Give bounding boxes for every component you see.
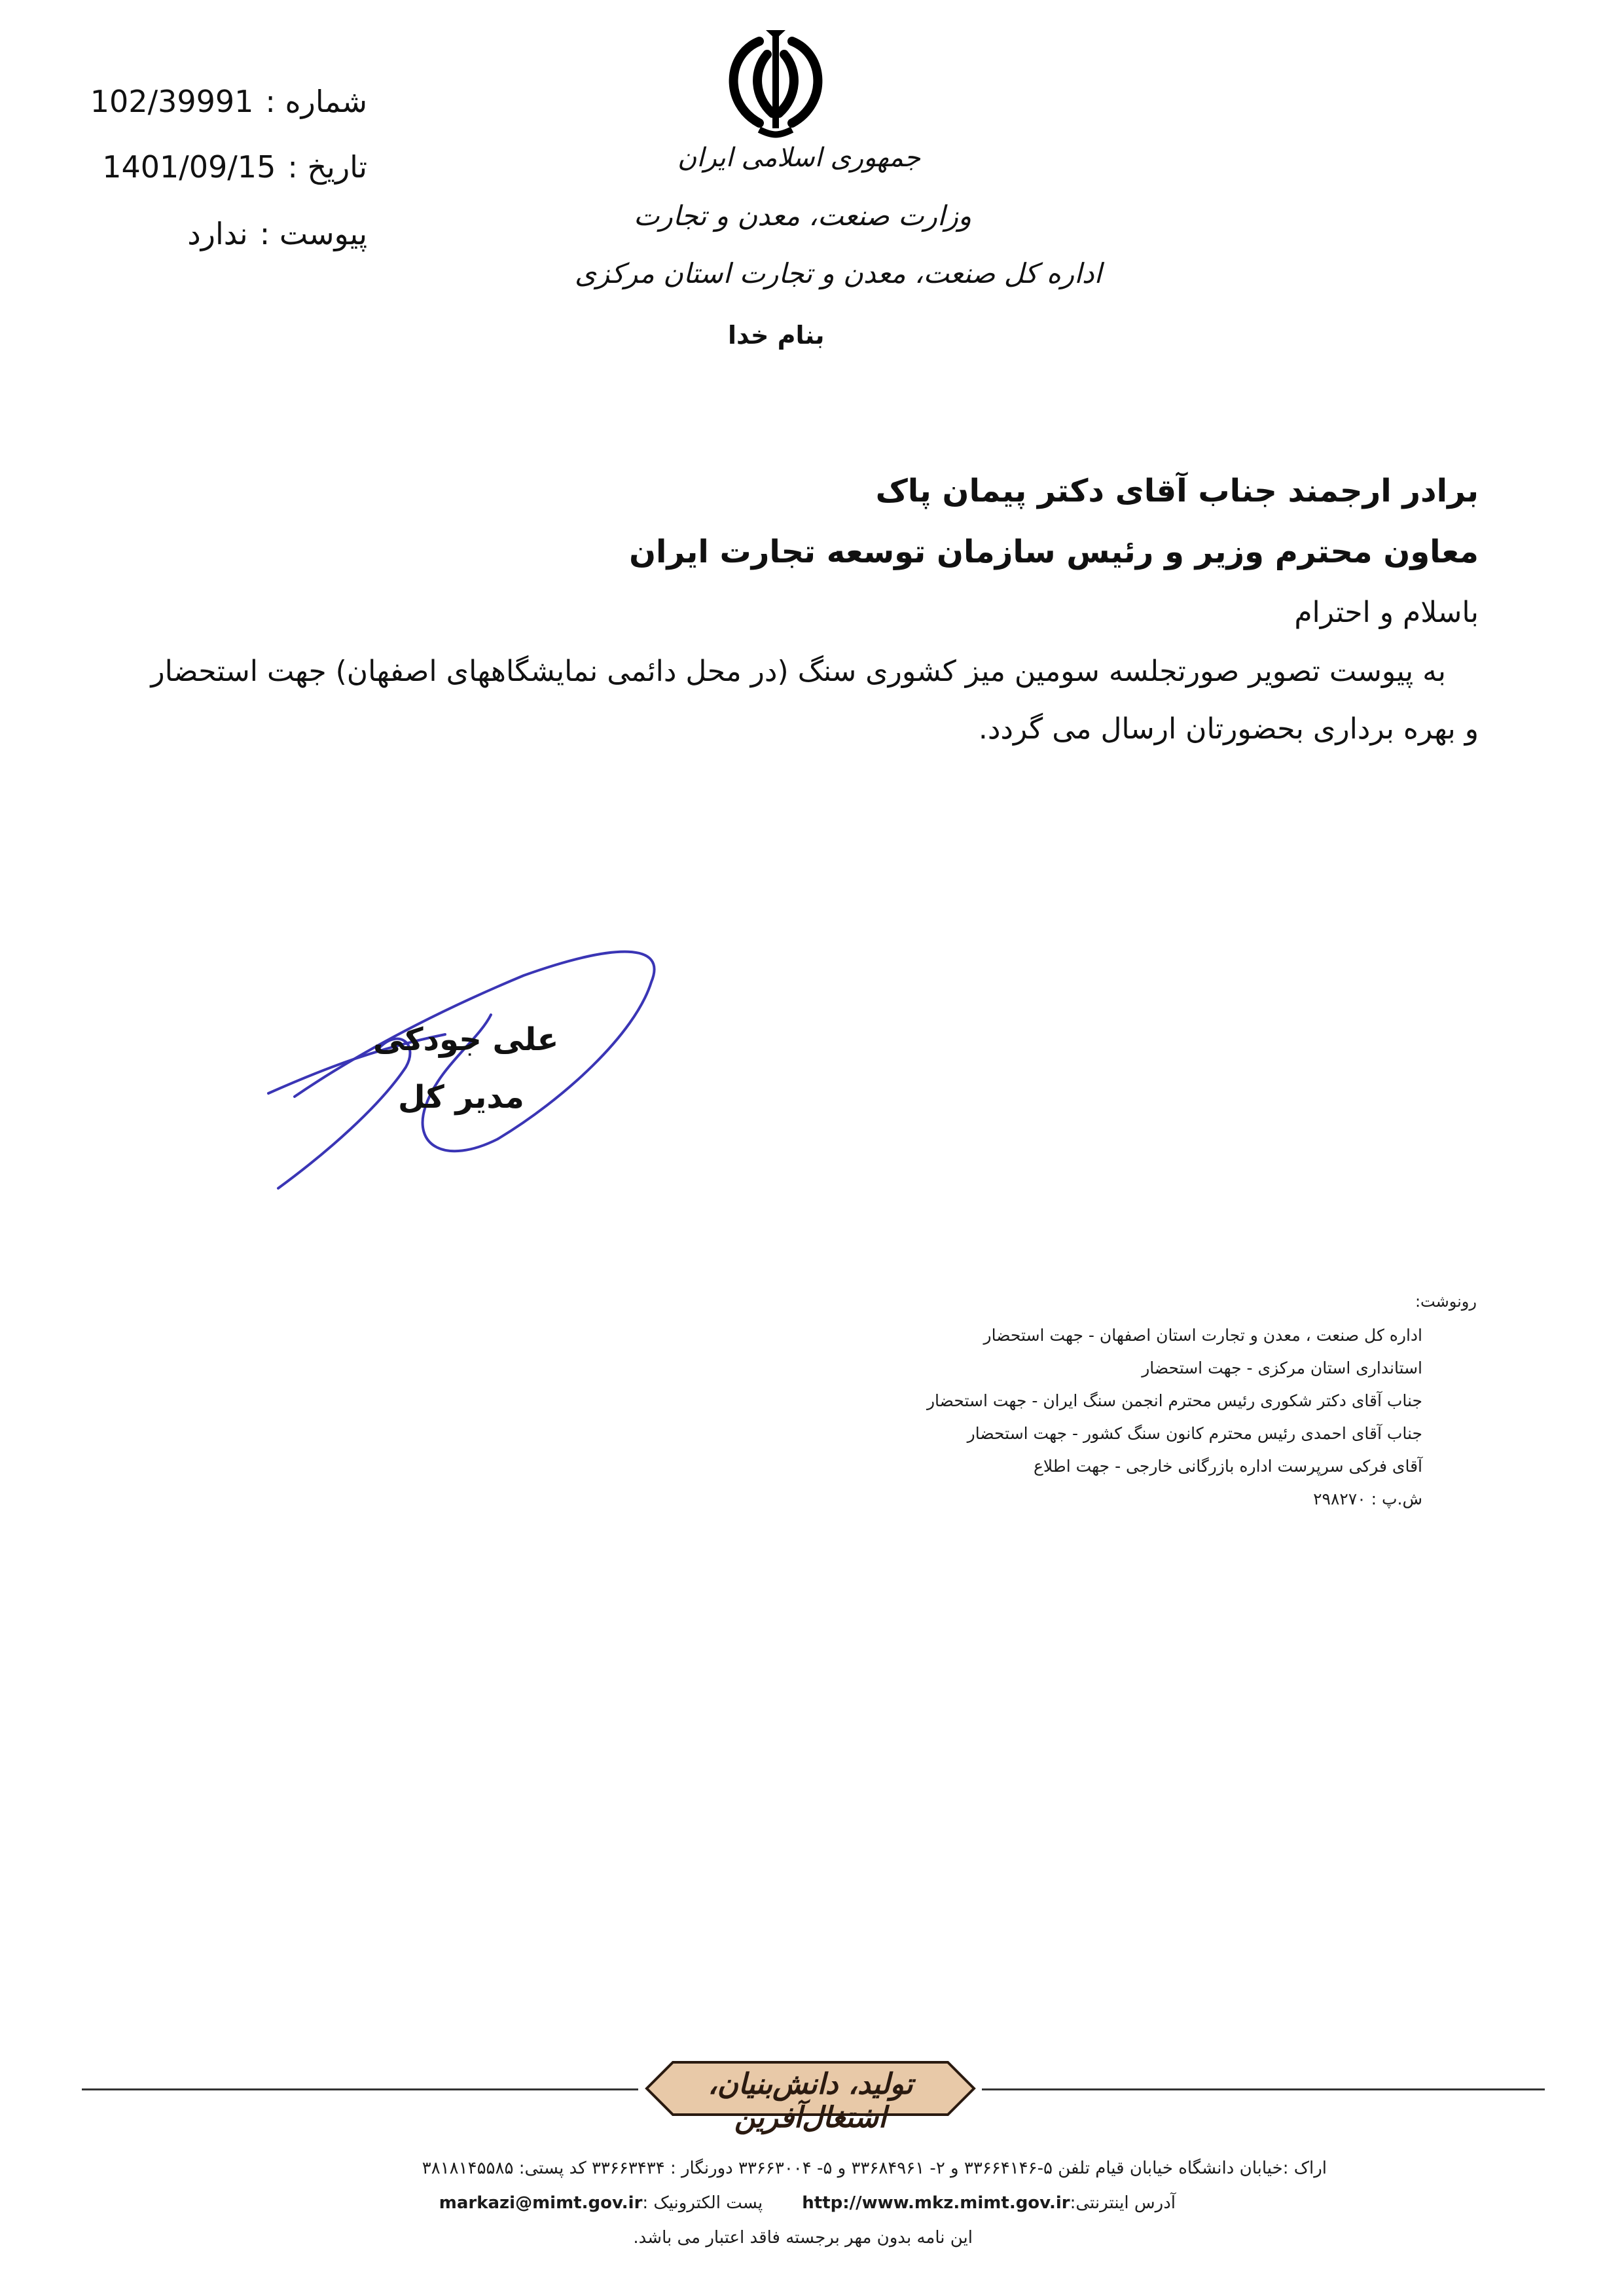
cc-item: جناب آقای احمدی رئیس محترم کانون سنگ کشور - جهت استحضار [967,1424,1422,1443]
recipient-line-1: برادر ارجمند جناب آقای دکتر پیمان پاک [875,473,1479,509]
cc-tracking-number: ش.پ : ۲۹۸۲۷۰ [1313,1489,1422,1508]
letter-date [102,149,367,185]
letter-date-value: 1401/09/15 [102,149,276,185]
cc-item: آقای فرکی سرپرست اداره بازرگانی خارجی - جهت اطلاع [1033,1457,1422,1476]
footer-note: این نامه بدون مهر برجسته فاقد اعتبار می باشد. [633,2228,973,2248]
footer-contacts [439,2193,1176,2213]
letter-attachment-label: پیوست : [259,216,367,251]
footer-divider-left [82,2088,638,2090]
letterhead-directorate: اداره کل صنعت، معدن و تجارت استان مرکزی [575,257,1102,289]
letter-date-label: تاریخ : [287,149,367,185]
footer-email-link[interactable]: markazi@mimt.gov.ir [439,2193,643,2213]
footer-address: اراک :خیابان دانشگاه خیابان قیام تلفن ۵-۳۳۶۶۴۱۴۶ و ۲- ۳۳۶۸۴۹۶۱ و ۵- ۳۳۶۶۳۰۰۴ دورنگار : ۳۳۶۶۳۴۳۴ کد پستی: ۳۸۱۸۱۴۵۵۸۵ [422,2159,1327,2178]
greeting: باسلام و احترام [1294,596,1479,629]
letter-attachment [187,216,367,251]
footer-slogan-banner [634,2056,987,2134]
footer-email-label: پست الکترونیک : [642,2193,763,2213]
signatory-name: علی جودکی [373,1021,559,1058]
iran-emblem-icon [713,25,838,143]
letter-number-label: شماره : [265,84,367,119]
footer-web-label: آدرس اینترنتی: [1070,2193,1176,2213]
footer-web-link[interactable]: http://www.mkz.mimt.gov.ir [802,2193,1070,2213]
letter-attachment-value: ندارد [187,216,248,251]
cc-title: رونوشت: [1415,1292,1477,1311]
body-line-2: و بهره برداری بحضورتان ارسال می گردد. [978,712,1479,746]
cc-item: اداره کل صنعت ، معدن و تجارت استان اصفهان - جهت استحضار [983,1326,1422,1345]
letterhead-republic: جمهوری اسلامی ایران [677,143,921,173]
letter-number [90,84,367,119]
letter-number-value: 102/39991 [90,84,254,119]
signatory-title: مدیر کل [398,1079,524,1116]
footer-divider-right [982,2088,1545,2090]
cc-item: جناب آقای دکتر شکوری رئیس محترم انجمن سنگ ایران - جهت استحضار [926,1391,1422,1410]
cc-item: استانداری استان مرکزی - جهت استحضار [1142,1358,1422,1377]
signature-scribble-icon [249,930,681,1205]
bismillah: بنام خدا [728,321,825,350]
footer-slogan: تولید، دانش‌بنیان، اشتغال‌آفرین [708,2068,913,2134]
letterhead-ministry: وزارت صنعت، معدن و تجارت [634,200,972,232]
body-line-1: به پیوست تصویر صورتجلسه سومین میز کشوری سنگ (در محل دائمی نمایشگاههای اصفهان) جهت استحضار [151,655,1446,688]
recipient-line-2: معاون محترم وزیر و رئیس سازمان توسعه تجارت ایران [629,534,1479,570]
